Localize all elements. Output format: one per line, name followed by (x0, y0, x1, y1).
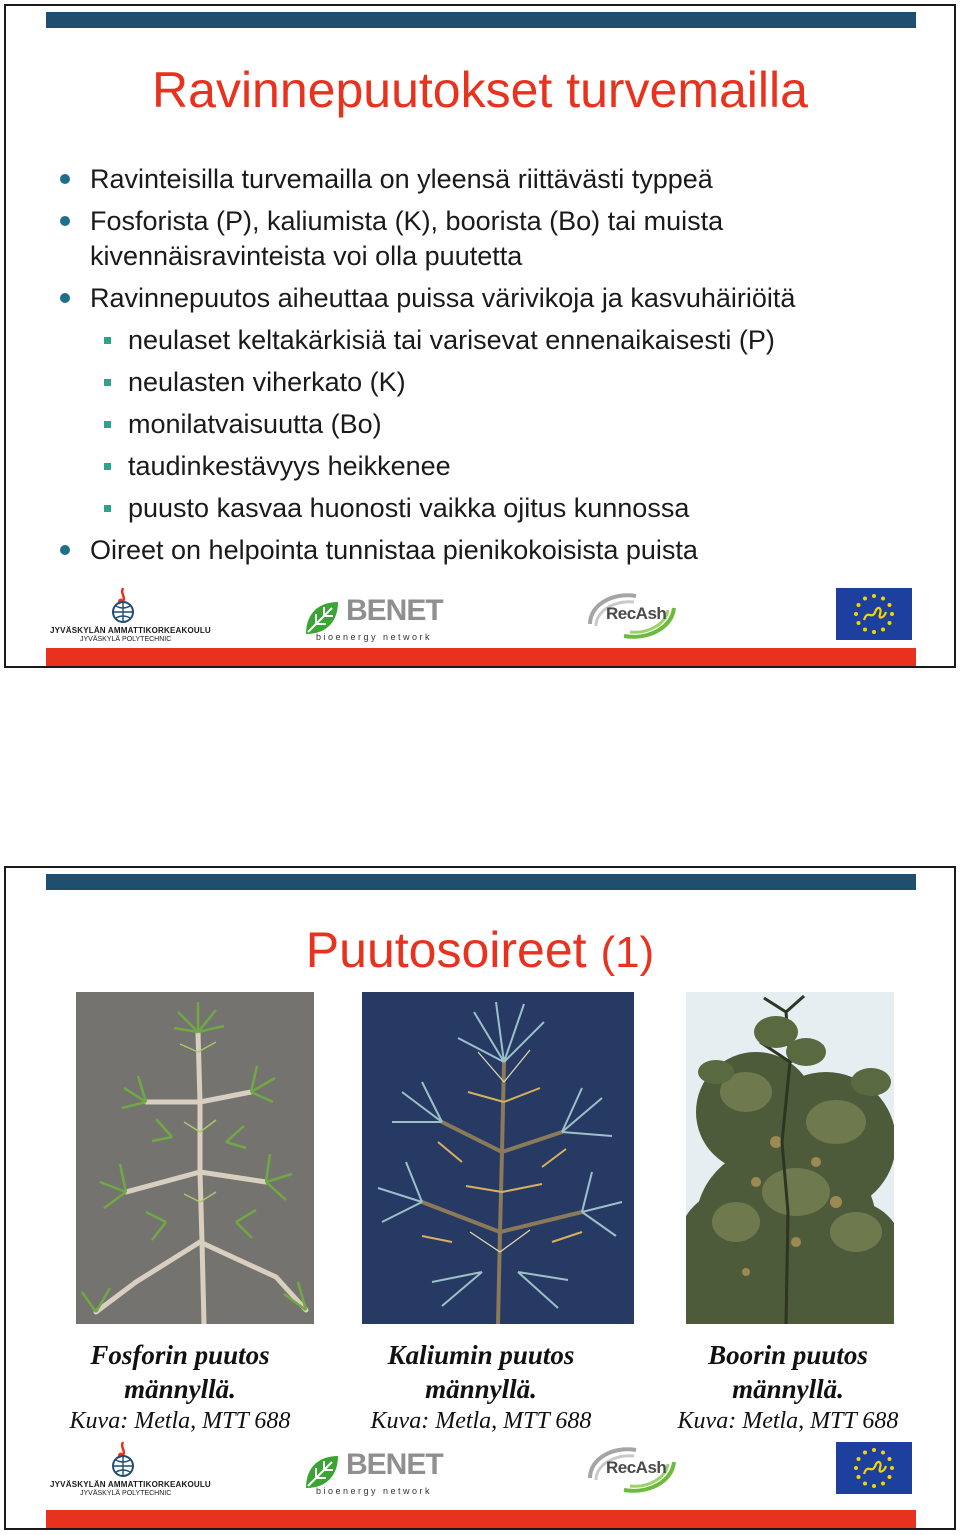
benet-name: BENET (346, 1448, 443, 1481)
bullet-list (56, 162, 936, 575)
jamk-logo (50, 586, 211, 648)
slide-title: Ravinnepuutokset turvemailla (152, 62, 808, 118)
caption-phosphorus (46, 1338, 314, 1436)
bullet-item: Ravinnepuutos aiheuttaa puissa värivikoja ja kasvuhäiriöitä (56, 281, 936, 316)
phosphorus-deficiency-photo (76, 992, 314, 1324)
caption-title-line1: Boorin puutos (708, 1340, 868, 1370)
caption-title-line1: Kaliumin puutos (387, 1340, 575, 1370)
eu-life-logo (836, 1440, 912, 1502)
benet-subtitle: bioenergy network (316, 632, 433, 642)
benet-logo (302, 1440, 443, 1502)
slide-title-main: Puutosoireet (305, 922, 587, 978)
caption-title-line2: männyllä. (732, 1374, 844, 1404)
eu-flag-icon (836, 1442, 912, 1494)
caption-potassium (346, 1338, 616, 1436)
jamk-emblem-icon (108, 1440, 138, 1478)
logo-row (6, 586, 954, 648)
photo-row (6, 992, 954, 1326)
bullet-item: Fosforista (P), kaliumista (K), boorista (Bo) tai muista kivennäisravinteista voi olla puutetta (56, 204, 810, 274)
slide-2 (4, 866, 956, 1530)
recash-logo (584, 1440, 684, 1502)
recash-name: RecAsh (606, 604, 667, 623)
sub-bullet-item: puusto kasvaa huonosti vaikka ojitus kunnossa (56, 491, 936, 526)
recash-name: RecAsh (606, 1458, 667, 1477)
benet-subtitle: bioenergy network (316, 1486, 433, 1496)
bullet-item: Ravinteisilla turvemailla on yleensä riittävästi typpeä (56, 162, 936, 197)
caption-credit: Kuva: Metla, MTT 688 (677, 1408, 899, 1434)
top-band (46, 874, 916, 890)
bullet-item: Oireet on helpointa tunnistaa pienikokoisista puista (56, 533, 936, 568)
caption-credit: Kuva: Metla, MTT 688 (69, 1408, 291, 1434)
jamk-name: JYVÄSKYLÄN AMMATTIKORKEAKOULU (50, 1480, 211, 1489)
caption-boron (654, 1338, 922, 1436)
benet-logo (302, 586, 443, 648)
potassium-deficiency-photo (362, 992, 634, 1324)
sub-bullet-item: monilatvaisuutta (Bo) (56, 407, 936, 442)
jamk-name: JYVÄSKYLÄN AMMATTIKORKEAKOULU (50, 626, 211, 635)
bottom-band (46, 1510, 916, 1528)
boron-deficiency-photo (686, 992, 894, 1324)
benet-name: BENET (346, 594, 443, 627)
top-band (46, 12, 916, 28)
jamk-logo (50, 1440, 211, 1502)
jamk-subname: JYVÄSKYLÄ POLYTECHNIC (80, 1490, 172, 1497)
recash-logo (584, 586, 684, 648)
caption-title-line1: Fosforin puutos (90, 1340, 270, 1370)
jamk-subname: JYVÄSKYLÄ POLYTECHNIC (80, 636, 172, 643)
slide-title (6, 920, 954, 983)
sub-bullet-item: neulaset keltakärkisiä tai varisevat ennenaikaisesti (P) (56, 323, 936, 358)
logo-row (6, 1440, 954, 1502)
eu-life-logo (836, 586, 912, 648)
bottom-band (46, 648, 916, 666)
slide-1 (4, 4, 956, 668)
sub-bullet-item: taudinkestävyys heikkenee (56, 449, 936, 484)
caption-title-line2: männyllä. (425, 1374, 537, 1404)
sub-bullet-item: neulasten viherkato (K) (56, 365, 936, 400)
jamk-emblem-icon (108, 586, 138, 624)
caption-credit: Kuva: Metla, MTT 688 (370, 1408, 592, 1434)
slide-title-suffix: (1) (600, 928, 655, 977)
caption-title-line2: männyllä. (124, 1374, 236, 1404)
eu-flag-icon (836, 588, 912, 640)
